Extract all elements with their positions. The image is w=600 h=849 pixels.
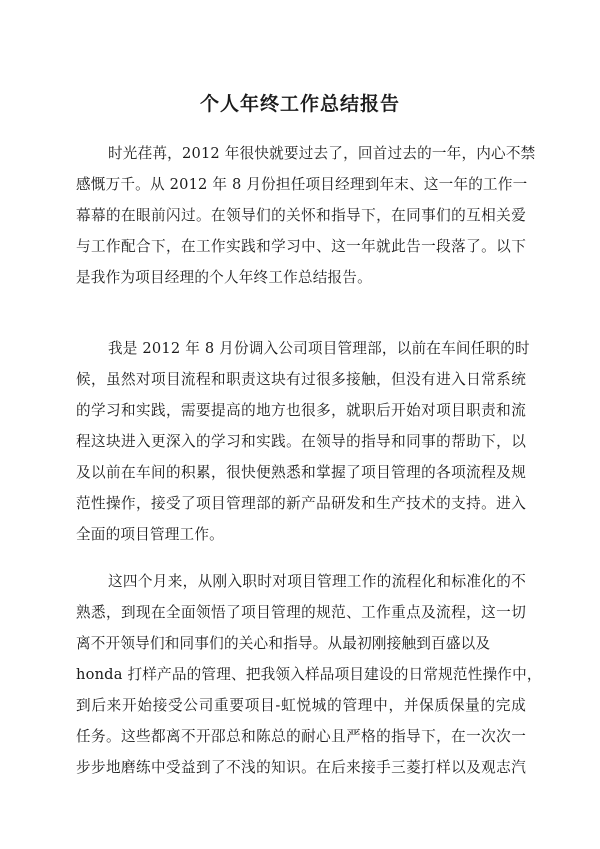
paragraph-line: 全面的项目管理工作。 [76, 526, 224, 543]
paragraph-line: 候，虽然对项目流程和职责这块有过很多接触，但没有进入日常系统 [76, 371, 526, 388]
paragraph-line: 时光荏苒，2012 年很快就要过去了，回首过去的一年，内心不禁 [108, 145, 536, 162]
paragraph-line: 程这块进入更深入的学习和实践。在领导的指导和同事的帮助下，以 [76, 433, 526, 450]
paragraph-line: 熟悉，到现在全面领悟了项目管理的规范、工作重点及流程，这一切 [76, 604, 526, 621]
paragraph-line: 到后来开始接受公司重要项目-虹悦城的管理中，并保质保量的完成 [76, 697, 526, 714]
paragraph-line: 及以前在车间的积累，很快便熟悉和掌握了项目管理的各项流程及规 [76, 464, 526, 481]
paragraph-line: 离不开领导们和同事们的关心和指导。从最初刚接触到百盛以及 [76, 635, 491, 652]
paragraph-line: 任务。这些都离不开邵总和陈总的耐心且严格的指导下，在一次次一 [76, 728, 526, 745]
paragraph-line: 的学习和实践，需要提高的地方也很多，就职后开始对项目职责和流 [76, 402, 526, 419]
paragraph-line: honda 打样产品的管理、把我领入样品项目建设的日常规范性操作中， [76, 666, 542, 683]
paragraph-line: 这四个月来，从刚入职时对项目管理工作的流程化和标准化的不 [108, 573, 526, 590]
paragraph-line: 与工作配合下，在工作实践和学习中、这一年就此告一段落了。以下 [76, 238, 526, 255]
paragraph-line: 我是 2012 年 8 月份调入公司项目管理部，以前在车间任职的时 [108, 340, 530, 357]
paragraph-line: 步步地磨练中受益到了不浅的知识。在后来接手三菱打样以及观志汽 [76, 759, 526, 776]
document-title: 个人年终工作总结报告 [199, 93, 400, 115]
paragraph-line: 是我作为项目经理的个人年终工作总结报告。 [76, 269, 372, 286]
paragraph-line: 感慨万千。从 2012 年 8 月份担任项目经理到年末、这一年的工作一 [76, 176, 528, 193]
paragraph-line: 范性操作，接受了项目管理部的新产品研发和生产技术的支持。进入 [76, 495, 526, 512]
paragraph-line: 幕幕的在眼前闪过。在领导们的关怀和指导下，在同事们的互相关爱 [76, 207, 526, 224]
